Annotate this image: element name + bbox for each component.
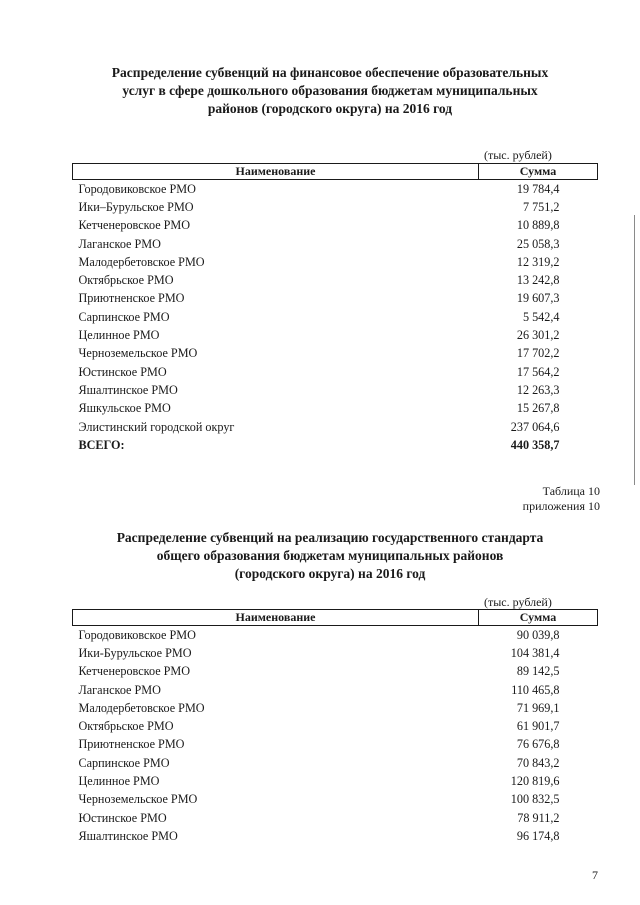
appendix-number: приложения 10 (522, 499, 600, 513)
section2-table-body (73, 626, 598, 846)
district-name: Целинное РМО (78, 328, 160, 343)
table-row (73, 644, 598, 662)
district-name: Городовиковское РМО (78, 181, 196, 196)
subvention-amount: 104 381,4 (510, 645, 560, 660)
section2-table (72, 609, 598, 846)
column-header-amount: Сумма (479, 164, 598, 180)
subvention-amount: 100 832,5 (510, 792, 560, 807)
table-row (73, 400, 598, 418)
table-row (73, 699, 598, 717)
table-row (73, 717, 598, 735)
section2-title-line: общего образования бюджетам муниципальных районов (156, 548, 504, 563)
subvention-amount: 89 142,5 (516, 664, 560, 679)
district-name: Сарпинское РМО (78, 309, 170, 324)
district-name: Сарпинское РМО (78, 755, 170, 770)
subvention-amount: 12 319,2 (516, 254, 560, 269)
subvention-amount: 10 889,8 (516, 218, 560, 233)
district-name: Городовиковское РМО (78, 627, 196, 642)
section1-table (72, 163, 598, 454)
district-name: Приютненское РМО (78, 737, 185, 752)
table-row (73, 754, 598, 772)
table-row (73, 418, 598, 436)
table-row (73, 198, 598, 216)
subvention-amount: 120 819,6 (510, 774, 560, 789)
total-row (73, 436, 598, 454)
column-header-name: Наименование (73, 610, 479, 626)
table-row (73, 345, 598, 363)
district-name: Октябрьское РМО (78, 273, 174, 288)
table-header-row (73, 164, 598, 180)
column-header-amount: Сумма (479, 610, 598, 626)
district-name: Приютненское РМО (78, 291, 185, 306)
subvention-amount: 70 843,2 (516, 755, 560, 770)
scan-edge-line (634, 215, 635, 485)
district-name: Ики–Бурульское РМО (78, 199, 194, 214)
table-header-row (73, 610, 598, 626)
subvention-amount: 96 174,8 (516, 828, 560, 843)
subvention-amount: 25 058,3 (516, 236, 560, 251)
table-row (73, 772, 598, 790)
subvention-amount: 12 263,3 (516, 382, 560, 397)
district-name: Яшалтинское РМО (78, 382, 178, 397)
section2-units: (тыс. рублей) (484, 595, 552, 609)
district-name: Малодербетовское РМО (78, 254, 205, 269)
table-row (73, 381, 598, 399)
table-row (73, 626, 598, 645)
subvention-amount: 19 607,3 (516, 291, 560, 306)
subvention-amount: 71 969,1 (516, 700, 560, 715)
table-row (73, 308, 598, 326)
district-name: Октябрьское РМО (78, 719, 174, 734)
subvention-amount: 13 242,8 (516, 273, 560, 288)
district-name: Юстинское РМО (78, 364, 167, 379)
district-name: Целинное РМО (78, 774, 160, 789)
table-number: Таблица 10 (542, 484, 600, 498)
table-row (73, 180, 598, 199)
subvention-amount: 26 301,2 (516, 328, 560, 343)
table-row (73, 363, 598, 381)
subvention-amount: 237 064,6 (510, 419, 560, 434)
district-name: Элистинский городской округ (78, 419, 235, 434)
district-name: Черноземельское РМО (78, 792, 198, 807)
district-name: Яшалтинское РМО (78, 828, 178, 843)
total-amount: 440 358,7 (510, 437, 560, 452)
district-name: Черноземельское РМО (78, 346, 198, 361)
section1-title-line: услуг в сфере дошкольного образования бюджетам муниципальных (122, 83, 538, 98)
subvention-amount: 90 039,8 (516, 627, 560, 642)
subvention-amount: 78 911,2 (517, 810, 560, 825)
subvention-amount: 110 465,8 (511, 682, 560, 697)
subvention-amount: 17 564,2 (516, 364, 560, 379)
table-row (73, 271, 598, 289)
subvention-amount: 15 267,8 (516, 401, 560, 416)
section1-title (60, 64, 600, 118)
table-row (73, 736, 598, 754)
table-row (73, 290, 598, 308)
district-name: Лаганское РМО (78, 236, 161, 251)
page-number: 7 (592, 868, 598, 882)
table-row (73, 663, 598, 681)
table-row (73, 809, 598, 827)
subvention-amount: 7 751,2 (522, 199, 560, 214)
section2-title (60, 529, 600, 583)
table-label (523, 484, 600, 514)
table-row (73, 827, 598, 845)
subvention-amount: 17 702,2 (516, 346, 560, 361)
district-name: Яшкульское РМО (78, 401, 171, 416)
table-row (73, 217, 598, 235)
section1-table-body (73, 180, 598, 455)
subvention-amount: 61 901,7 (516, 719, 560, 734)
subvention-amount: 76 676,8 (516, 737, 560, 752)
table-row (73, 326, 598, 344)
district-name: Лаганское РМО (78, 682, 161, 697)
district-name: Юстинское РМО (78, 810, 167, 825)
district-name: Малодербетовское РМО (78, 700, 205, 715)
total-label: ВСЕГО: (78, 437, 125, 452)
section1-units: (тыс. рублей) (484, 148, 552, 162)
table-row (73, 253, 598, 271)
section1-title-line: районов (городского округа) на 2016 год (207, 101, 453, 116)
district-name: Кетченеровское РМО (78, 218, 191, 233)
section1-title-line: Распределение субвенций на финансовое обеспечение образовательных (111, 65, 549, 80)
district-name: Ики-Бурульское РМО (78, 645, 192, 660)
section2-title-line: Распределение субвенций на реализацию государственного стандарта (116, 530, 544, 545)
section2-title-line: (городского округа) на 2016 год (234, 566, 426, 581)
table-row (73, 235, 598, 253)
district-name: Кетченеровское РМО (78, 664, 191, 679)
subvention-amount: 19 784,4 (516, 181, 560, 196)
table-row (73, 791, 598, 809)
column-header-name: Наименование (73, 164, 479, 180)
subvention-amount: 5 542,4 (522, 309, 560, 324)
table-row (73, 681, 598, 699)
